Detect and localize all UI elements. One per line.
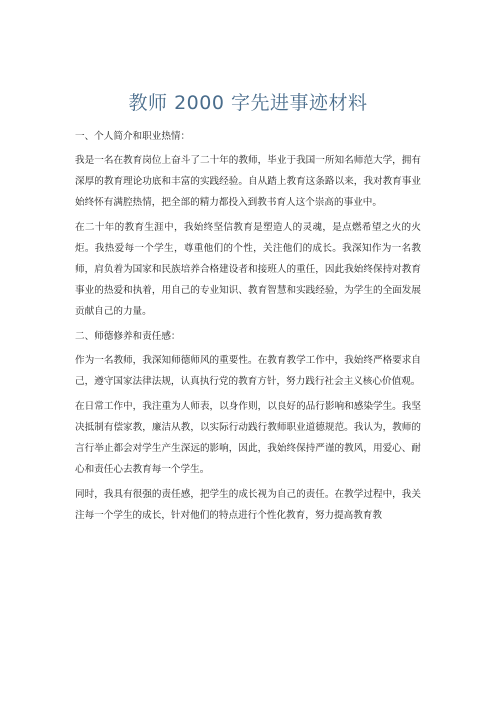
paragraph-2: 在二十年的教育生涯中，我始终坚信教育是塑造人的灵魂，是点燃希望之火的火炬。我热爱每一个学生，尊重他们的个性，关注他们的成长。我深知作为一名教师，肩负着为国家和民族培养合格建设者和接班人的重任，因此我始终保持对教育事业的热爱和执着，用自己的专业知识、教育智慧和实践经验，为学生的全面发展贡献自己的力量。 — [75, 222, 421, 317]
paragraph-3: 作为一名教师，我深知师德师风的重要性。在教育教学工作中，我始终严格要求自己，遵守国家法律法规，认真执行党的教育方针，努力践行社会主义核心价值观。 — [75, 355, 421, 387]
paragraph-5: 同时，我具有很强的责任感，把学生的成长视为自己的责任。在教学过程中，我关注每一个学生的成长，针对他们的特点进行个性化教育，努力提高教育教 — [75, 489, 421, 521]
section-heading-1: 一、个人简介和职业热情： — [75, 131, 191, 142]
document-title: 教师 2000 字先进事迹材料 — [128, 92, 368, 114]
section-heading-2: 二、师德修养和责任感： — [75, 331, 181, 342]
paragraph-1: 我是一名在教育岗位上奋斗了二十年的教师，毕业于我国一所知名师范大学，拥有深厚的教育理论功底和丰富的实践经验。自从踏上教育这条路以来，我对教育事业始终怀有满腔热情，把全部的精力都投入到教书育人这个崇高的事业中。 — [75, 155, 421, 208]
document-body — [75, 126, 421, 530]
paragraph-4: 在日常工作中，我注重为人师表，以身作则，以良好的品行影响和感染学生。我坚决抵制有偿家教，廉洁从教，以实际行动践行教师职业道德规范。我认为，教师的言行举止都会对学生产生深远的影响，因此，我始终保持严谨的教风，用爱心、耐心和责任心去教育每一个学生。 — [75, 401, 421, 475]
